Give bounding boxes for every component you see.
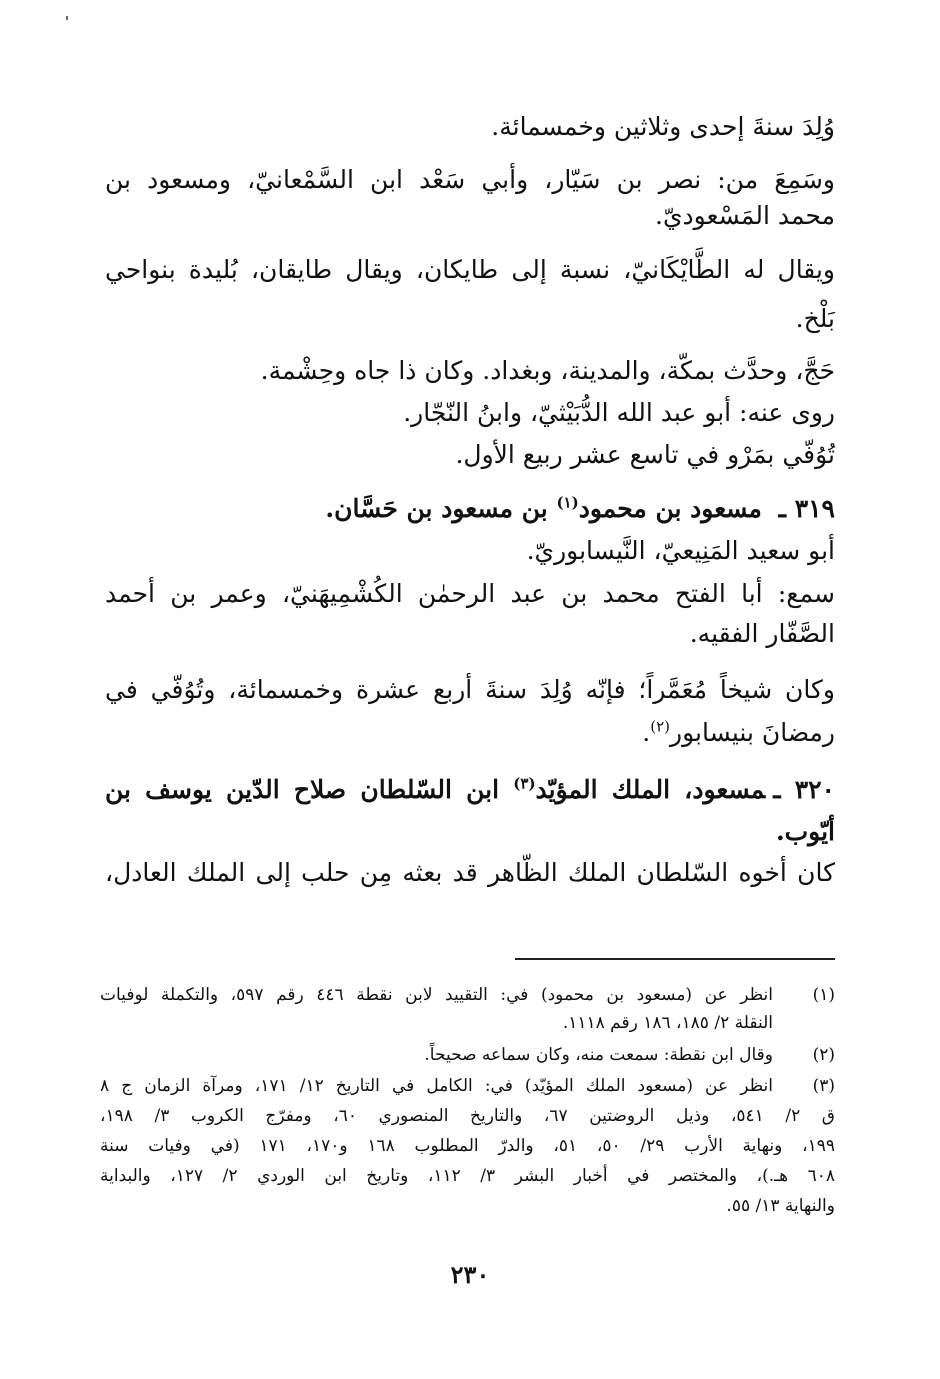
entry-heading-320 xyxy=(105,773,835,807)
entry-number: ٣١٩ ـ xyxy=(778,494,835,523)
footnote-3 xyxy=(100,1071,835,1101)
text-segment: . xyxy=(642,718,651,747)
footnote-1 xyxy=(100,980,835,1010)
text-line: الصَّفّار الفقيه. xyxy=(689,619,835,648)
text-line: روى عنه: أبو عبد الله الدُّبَيْثيّ، وابنُ النّجّار. xyxy=(403,398,835,427)
footnote-text: انظر عن (مسعود الملك المؤيّد) في: الكامل في التاريخ ١٢/ ١٧١، ومرآة الزمان ج ٨ xyxy=(100,1076,773,1096)
footnote-number: (٢) xyxy=(812,1045,835,1065)
footnote-text: ١٩٩، ونهاية الأرب ٢٩/ ٥٠، ٥١، والدرّ المطلوب ١٦٨ و١٧٠، ١٧١ (في وفيات سنة xyxy=(100,1136,835,1156)
text-line: محمد المَسْعوديّ. xyxy=(655,201,835,230)
text-line: أبو سعيد المَنِيعيّ، النَّيسابوريّ. xyxy=(526,536,835,565)
text-line xyxy=(105,716,835,750)
footnote-number: (٣) xyxy=(812,1076,835,1096)
text-line: وسَمِعَ من: نصر بن سَيّار، وأبي سَعْد ابن السَّمْعانيّ، ومسعود بن xyxy=(105,165,835,194)
entry-name: مسعود، الملك المؤيّد xyxy=(535,775,766,804)
text-line: بَلْخ. xyxy=(795,304,835,333)
text-line: ويقال له الطَّايْكَانيّ، نسبة إلى طايكان، ويقال طايقان، بُليدة بنواحي xyxy=(105,255,835,284)
text-line: تُوُفّي بمَرْو في تاسع عشر ربيع الأول. xyxy=(455,440,835,469)
text-segment: رمضانَ بنيسابور xyxy=(670,718,835,747)
footnote-marker: (٣) xyxy=(513,774,536,793)
scan-mark xyxy=(66,16,68,20)
entry-name: مسعود بن محمود xyxy=(578,494,762,523)
footnote-2 xyxy=(100,1040,835,1070)
text-line: سمع: أبا الفتح محمد بن عبد الرحمٰن الكُشْمِيهَنيّ، وعمر بن أحمد xyxy=(105,579,835,608)
footnote-marker: (١) xyxy=(556,493,579,512)
footnote-marker: (٢) xyxy=(650,717,671,736)
text-line: وكان شيخاً مُعَمَّراً؛ فإنّه وُلِدَ سنةَ أربع عشرة وخمسمائة، وتُوُفّي في xyxy=(105,675,835,704)
footnote-text: انظر عن (مسعود بن محمود) في: التقييد لابن نقطة ٤٤٦ رقم ٥٩٧، والتكملة لوفيات xyxy=(100,985,773,1005)
footnote-text: ٦٠٨ هـ.)، والمختصر في أخبار البشر ٣/ ١١٢، وتاريخ ابن الوردي ٢/ ١٢٧، والبداية xyxy=(100,1166,835,1186)
footnote-text: ق ٢/ ٥٤١، وذيل الروضتين ٦٧، والتاريخ المنصوري ٦٠، ومفرّج الكروب ٣/ ١٩٨، xyxy=(100,1106,835,1126)
entry-name-rest: بن مسعود بن حَسَّان. xyxy=(325,494,548,523)
footnote-text: والنهاية ١٣/ ٥٥. xyxy=(726,1196,835,1216)
footnote-number: (١) xyxy=(812,985,835,1005)
text-line: حَجَّ، وحدَّث بمكّة، والمدينة، وبغداد. وكان ذا جاه وحِشْمة. xyxy=(260,356,835,385)
entry-heading-319 xyxy=(105,492,835,526)
footnote-text: النقلة ٢/ ١٨٥، ١٨٦ رقم ١١١٨. xyxy=(562,1013,773,1033)
entry-number: ٣٢٠ ـ xyxy=(773,775,835,804)
page-number: ٢٣٠ xyxy=(450,1260,490,1289)
footnote-text: وقال ابن نقطة: سمعت منه، وكان سماعه صحيحاً. xyxy=(424,1045,773,1065)
text-line: وُلِدَ سنةَ إحدى وثلاثين وخمسمائة. xyxy=(491,112,835,141)
text-line: أيّوب. xyxy=(775,817,835,846)
text-line: كان أخوه السّلطان الملك الظّاهر قد بعثه مِن حلب إلى الملك العادل، xyxy=(105,858,835,887)
footnote-separator xyxy=(515,958,835,960)
entry-name-rest: ابن السّلطان صلاح الدّين يوسف بن xyxy=(105,775,500,804)
